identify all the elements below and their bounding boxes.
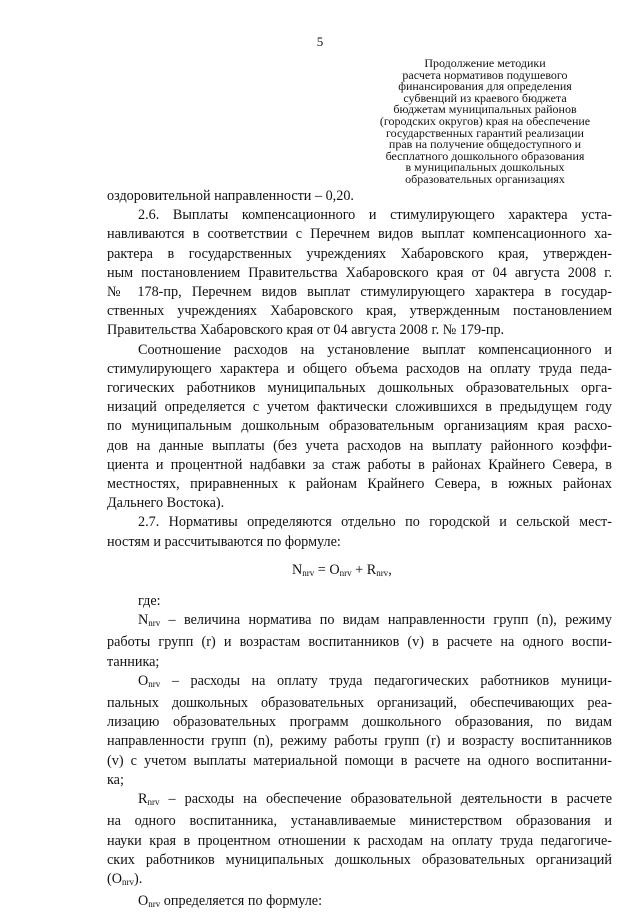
paragraph-ratio [107, 341, 612, 514]
definition-subscript: nrv [148, 678, 161, 689]
o-formula-intro [107, 892, 612, 914]
header-line: образовательных организациях [405, 171, 565, 186]
header-line: прав на получение общедоступного и [388, 137, 582, 152]
formula-comma: , [388, 561, 392, 578]
definition-symbol: R [138, 791, 148, 808]
formula-equals: = [314, 561, 330, 578]
text-line: Соотношение расходов на установление выплат компенсационного и [138, 341, 612, 358]
formula-symbol-r: R [366, 561, 377, 578]
text-line: № 178-пр, Перечнем видов выплат стимулирующего характера в государ- [107, 284, 612, 301]
o-symbol: O [138, 893, 149, 910]
definition-r [107, 790, 612, 892]
paragraph-2-7 [107, 513, 612, 551]
text-line: танника; [107, 653, 160, 670]
definition-symbol: O [138, 672, 149, 689]
definition-n [107, 611, 612, 672]
definition-text: – величина норматива по видам направленности групп (n), режиму [160, 612, 612, 629]
definition-o [107, 672, 612, 790]
formula-normative [107, 561, 612, 583]
paren-subscript: nrv [121, 876, 134, 887]
header-line: субвенций из краевого бюджета [403, 90, 567, 105]
formula-plus: + [351, 561, 367, 578]
text-line: пальных дошкольных образовательных организаций, обеспечивающих реа- [107, 695, 612, 712]
text-line: науки края в процентном отношении к расходам на оплату труда педагогиче- [107, 832, 612, 849]
text-line: работы групп (r) и возрастам воспитанников (v) в расчете на одного воспи- [107, 634, 612, 651]
text-line: лизацию образовательных программ дошкольного образования, по видам [107, 714, 612, 731]
definition-subscript: nrv [148, 618, 161, 629]
page-number: 5 [316, 34, 324, 49]
text-line: 2.7. Нормативы определяются отдельно по городской и сельской мест- [138, 514, 612, 531]
header-line: государственных гарантий реализации [386, 125, 584, 140]
text-line [107, 790, 612, 812]
formula-symbol-o: O [329, 561, 340, 578]
text-line: ным постановлением Правительства Хабаровского края от 04 августа 2008 г. [107, 264, 612, 281]
header-caption [360, 58, 610, 186]
text-line: (v) с учетом выплаты материальной помощи в расчете на одного воспитанни- [107, 752, 612, 769]
header-line: (городских округов) края на обеспечение [379, 113, 591, 128]
text-line: рактера в государственных учреждениях Хабаровского края, утвержден- [107, 245, 612, 262]
text-line: ностям и рассчитываются по формуле: [107, 533, 341, 550]
text-line: стимулирующего характера и общего объема расходов на оплату труда педа- [107, 360, 612, 377]
paren-close: ). [133, 870, 143, 887]
text-line [107, 870, 612, 892]
text-line: Дальнего Востока). [107, 495, 225, 512]
text-line [107, 611, 612, 633]
header-line: финансирования для определения [398, 79, 572, 94]
text-line: гогических работников муниципальных дошкольных образовательных орга- [107, 380, 612, 397]
text-line [107, 672, 612, 694]
header-line: Продолжение методики [424, 56, 546, 70]
o-formula-text: определяется по формуле: [160, 893, 323, 910]
definition-subscript: nrv [147, 797, 160, 808]
text-line: Правительства Хабаровского края от 04 августа 2008 г. № 179-пр. [107, 322, 505, 339]
header-line: расчета нормативов подушевого [402, 67, 568, 82]
text-line: циента и процентной надбавки за стаж работы в районах Крайнего Севера, в [107, 456, 612, 473]
text-line: оздоровительной направленности – 0,20. [107, 188, 354, 204]
text-line: низаций определяется с учетом фактически сложившихся в предыдущем году [107, 399, 612, 416]
header-line: бюджетам муниципальных районов [393, 102, 577, 117]
o-subscript: nrv [148, 899, 161, 910]
header-line: бесплатного дошкольного образования [385, 148, 585, 163]
text-line: на одного воспитанника, устанавливаемые министерством образования и [107, 813, 612, 830]
text-line: по муниципальным дошкольным образовательным организациям края расхо- [107, 418, 612, 435]
text-line: навливаются в соответствии с Перечнем видов выплат компенсационного ха- [107, 226, 612, 243]
definition-symbol: N [138, 612, 149, 629]
formula-subscript: nrv [302, 567, 315, 578]
formula-subscript: nrv [339, 567, 352, 578]
paragraph-continuation [107, 187, 612, 206]
paragraph-2-6 [107, 206, 612, 340]
text-line: местностях, приравненных к районам Крайнего Севера, в южных районах [107, 476, 612, 493]
text-line: 2.6. Выплаты компенсационного и стимулирующего характера уста- [138, 207, 612, 224]
definition-text: – расходы на оплату труда педагогических работников муници- [160, 672, 612, 689]
text-line: ских работников муниципальных дошкольных образовательных организаций [107, 851, 612, 868]
text-line: ка; [107, 771, 124, 788]
text-line: направленности групп (n), режиму работы групп (r) и возрасту воспитанников [107, 733, 612, 750]
formula-subscript: nrv [376, 567, 389, 578]
definition-text: – расходы на обеспечение образовательной деятельности в расчете [159, 791, 612, 808]
where-label: где: [138, 593, 161, 610]
text-line: ственных учреждениях Хабаровского края, утвержденным постановлением [107, 303, 612, 320]
formula-symbol-n: N [292, 561, 303, 578]
body-text [107, 187, 612, 914]
paren-open: (O [107, 870, 122, 887]
text-line: дов на данные выплаты (без учета расходов на выплату районного коэффи- [107, 437, 612, 454]
header-line: в муниципальных дошкольных [405, 160, 565, 175]
